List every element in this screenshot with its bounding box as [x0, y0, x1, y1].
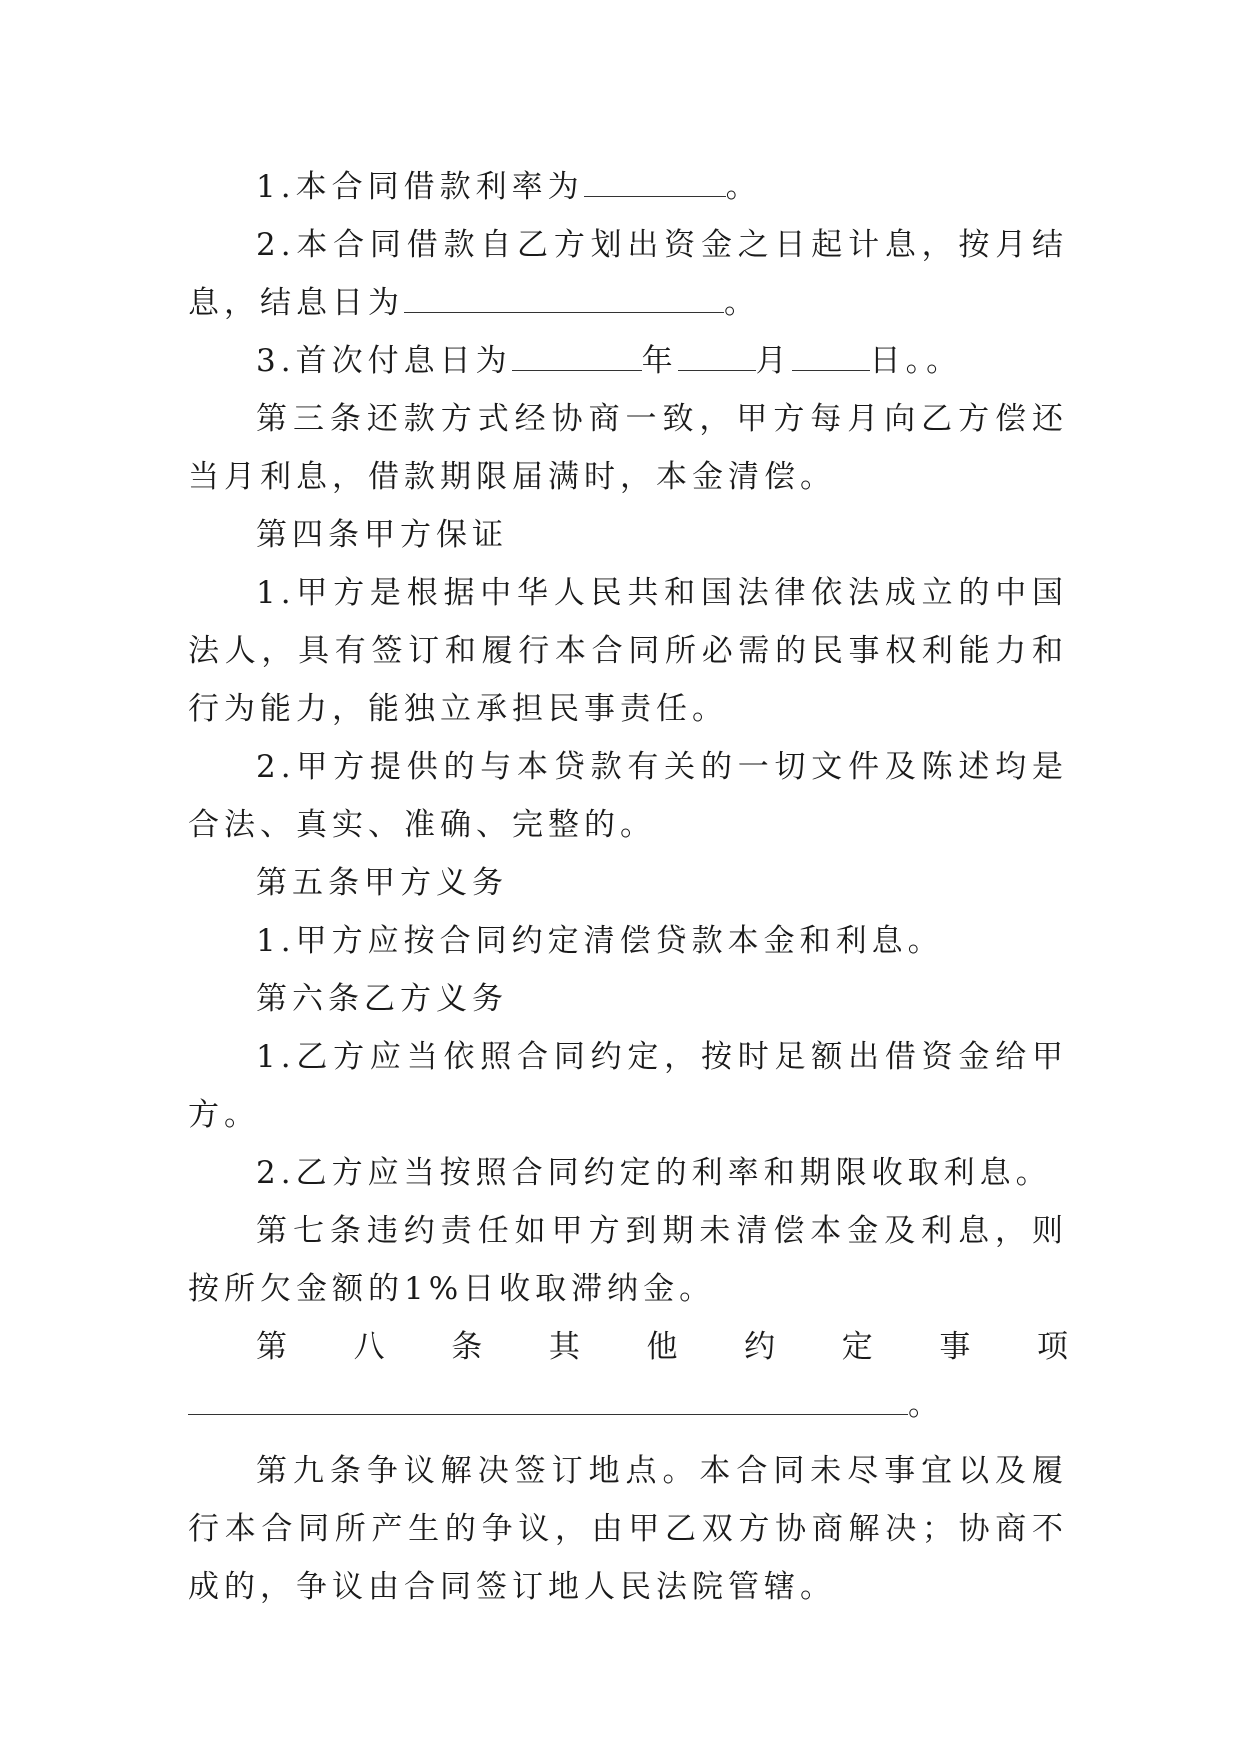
article-6-heading: 第六条乙方义务 [256, 981, 508, 1017]
clause-interest-rate: 1.本合同借款利率为 。 [188, 158, 1068, 216]
article-4-item-1: 1.甲方是根据中华人民共和国法律依法成立的中国法人，具有签订和履行本合同所必需的民事权利能力和行为能力，能独立承担民事责任。 [188, 575, 1068, 727]
article-6-item-2: 2.乙方应当按照合同约定的利率和期限收取利息。 [256, 1155, 1052, 1191]
article-9-dispute: 第九条争议解决签订地点。本合同未尽事宜以及履行本合同所产生的争议，由甲乙双方协商解决；协商不成的，争议由合同签订地人民法院管辖。 [188, 1453, 1068, 1605]
article-8-heading: 第 八 条 其 他 约 定 事 项 [256, 1329, 1068, 1365]
article-4-heading: 第四条甲方保证 [256, 517, 508, 553]
year-blank [512, 340, 642, 371]
interest-rate-blank [584, 166, 726, 197]
settlement-day-blank [404, 282, 724, 313]
document-body [188, 158, 1068, 1616]
article-3-repayment: 第三条还款方式经协商一致，甲方每月向乙方偿还当月利息，借款期限届满时，本金清偿。 [188, 401, 1068, 495]
article-7-liability: 第七条违约责任如甲方到期未清偿本金及利息，则按所欠金额的1%日收取滞纳金。 [188, 1213, 1068, 1307]
other-matters-blank [188, 1384, 908, 1415]
article-5-heading: 第五条甲方义务 [256, 865, 508, 901]
article-4-item-2: 2.甲方提供的与本贷款有关的一切文件及陈述均是合法、真实、准确、完整的。 [188, 749, 1068, 843]
day-blank [792, 340, 870, 371]
article-6-item-1: 1.乙方应当依照合同约定，按时足额出借资金给甲方。 [188, 1039, 1068, 1133]
month-blank [678, 340, 756, 371]
article-8-blank-line: 。 [188, 1376, 1068, 1434]
clause-interest-start: 2.本合同借款自乙方划出资金之日起计息，按月结息，结息日为 。 [188, 227, 1068, 321]
clause-first-payment: 3.首次付息日为 年 月 日。。 [188, 332, 1068, 390]
article-5-item-1: 1.甲方应按合同约定清偿贷款本金和利息。 [256, 923, 944, 959]
